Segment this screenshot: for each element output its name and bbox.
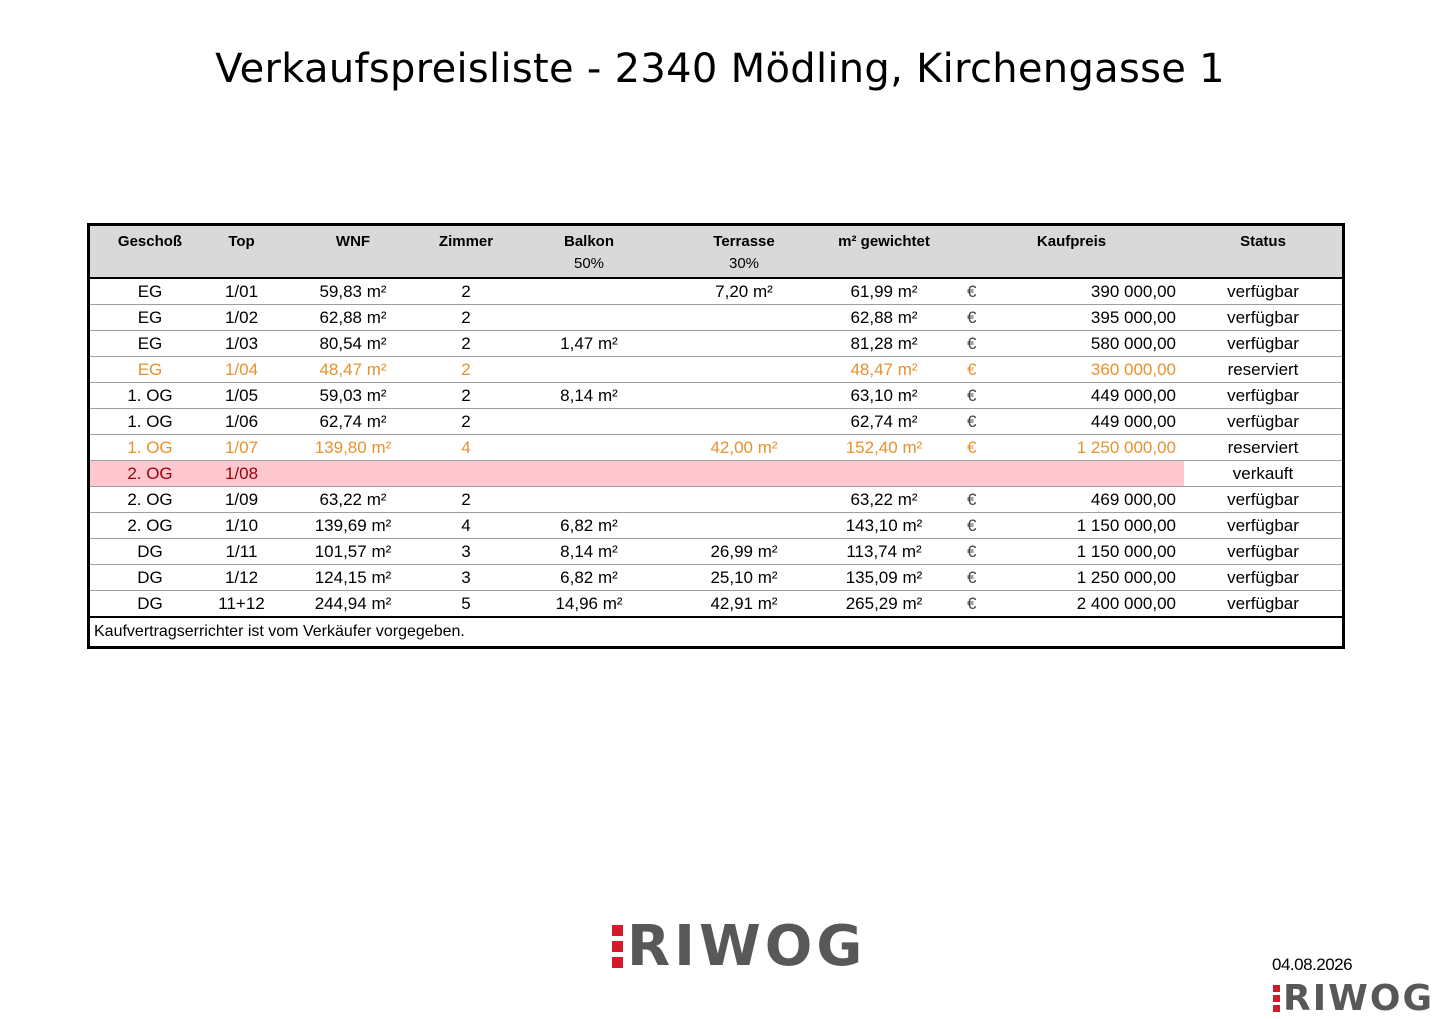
cell-status: verfügbar: [1184, 513, 1342, 539]
cell-wnf: 48,47 m²: [273, 357, 433, 383]
cell-currency: €: [959, 539, 999, 565]
cell-top: 1/01: [210, 278, 273, 305]
riwog-logo-small: [1273, 978, 1434, 1019]
price-list-table: [87, 223, 1345, 649]
cell-gewichtet: 62,88 m²: [809, 305, 959, 331]
cell-zimmer: 2: [433, 357, 499, 383]
cell-currency: €: [959, 409, 999, 435]
cell-geschoss: DG: [90, 565, 210, 591]
terrasse-label: Terrasse: [713, 233, 775, 250]
col-header-gewichtet: m² gewichtet: [809, 226, 959, 278]
cell-top: 1/06: [210, 409, 273, 435]
cell-geschoss: 2. OG: [90, 461, 210, 487]
cell-gewichtet: 63,10 m²: [809, 383, 959, 409]
cell-gewichtet: 265,29 m²: [809, 591, 959, 618]
cell-geschoss: EG: [90, 305, 210, 331]
cell-currency: €: [959, 331, 999, 357]
cell-balkon: 6,82 m²: [499, 513, 679, 539]
cell-gewichtet: 48,47 m²: [809, 357, 959, 383]
cell-geschoss: 2. OG: [90, 513, 210, 539]
table-row: [90, 487, 1342, 513]
col-header-status: Status: [1184, 226, 1342, 278]
cell-zimmer: 2: [433, 305, 499, 331]
cell-wnf: 124,15 m²: [273, 565, 433, 591]
cell-wnf: 139,69 m²: [273, 513, 433, 539]
cell-currency: €: [959, 305, 999, 331]
table-row: [90, 435, 1342, 461]
cell-currency: €: [959, 357, 999, 383]
cell-balkon: 6,82 m²: [499, 565, 679, 591]
cell-zimmer: 2: [433, 278, 499, 305]
riwog-logo: [612, 914, 866, 979]
table-header-row: [90, 226, 1342, 278]
cell-balkon: [499, 278, 679, 305]
cell-balkon: 8,14 m²: [499, 539, 679, 565]
table-row: [90, 409, 1342, 435]
cell-status: verfügbar: [1184, 331, 1342, 357]
cell-wnf: 59,83 m²: [273, 278, 433, 305]
cell-wnf: 63,22 m²: [273, 487, 433, 513]
cell-status: verfügbar: [1184, 409, 1342, 435]
cell-status: verfügbar: [1184, 487, 1342, 513]
logo-wordmark: RIWOG: [627, 914, 867, 979]
cell-geschoss: DG: [90, 539, 210, 565]
cell-geschoss: 1. OG: [90, 435, 210, 461]
cell-top: 1/10: [210, 513, 273, 539]
cell-gewichtet: 152,40 m²: [809, 435, 959, 461]
cell-wnf: 59,03 m²: [273, 383, 433, 409]
cell-status: verfügbar: [1184, 383, 1342, 409]
table-row: [90, 565, 1342, 591]
table-row: [90, 539, 1342, 565]
cell-zimmer: 4: [433, 435, 499, 461]
cell-top: 1/02: [210, 305, 273, 331]
cell-top: 1/11: [210, 539, 273, 565]
cell-status: verfügbar: [1184, 305, 1342, 331]
cell-gewichtet: [809, 461, 959, 487]
cell-kaufpreis: 390 000,00: [999, 278, 1184, 305]
cell-terrasse: [679, 461, 809, 487]
cell-balkon: 14,96 m²: [499, 591, 679, 618]
cell-gewichtet: 63,22 m²: [809, 487, 959, 513]
cell-balkon: [499, 487, 679, 513]
cell-top: 1/03: [210, 331, 273, 357]
cell-zimmer: 2: [433, 383, 499, 409]
cell-terrasse: [679, 383, 809, 409]
cell-currency: €: [959, 513, 999, 539]
col-header-geschoss: Geschoß: [90, 226, 210, 278]
cell-geschoss: 2. OG: [90, 487, 210, 513]
cell-kaufpreis: 395 000,00: [999, 305, 1184, 331]
cell-status: reserviert: [1184, 357, 1342, 383]
cell-top: 1/07: [210, 435, 273, 461]
cell-currency: €: [959, 487, 999, 513]
cell-currency: €: [959, 591, 999, 618]
cell-status: verfügbar: [1184, 565, 1342, 591]
cell-balkon: [499, 409, 679, 435]
cell-currency: €: [959, 278, 999, 305]
cell-top: 1/09: [210, 487, 273, 513]
cell-geschoss: 1. OG: [90, 409, 210, 435]
cell-gewichtet: 62,74 m²: [809, 409, 959, 435]
col-header-zimmer: Zimmer: [433, 226, 499, 278]
cell-wnf: [273, 461, 433, 487]
cell-balkon: [499, 435, 679, 461]
cell-terrasse: 25,10 m²: [679, 565, 809, 591]
cell-currency: €: [959, 383, 999, 409]
cell-zimmer: 3: [433, 539, 499, 565]
logo-mark-small-icon: [1273, 985, 1280, 1012]
cell-kaufpreis: 449 000,00: [999, 409, 1184, 435]
cell-kaufpreis: 1 150 000,00: [999, 539, 1184, 565]
cell-balkon: 8,14 m²: [499, 383, 679, 409]
cell-wnf: 139,80 m²: [273, 435, 433, 461]
col-header-balkon: [499, 226, 679, 278]
terrasse-weight: 30%: [728, 255, 760, 272]
cell-kaufpreis: 1 150 000,00: [999, 513, 1184, 539]
cell-gewichtet: 61,99 m²: [809, 278, 959, 305]
cell-kaufpreis: 2 400 000,00: [999, 591, 1184, 618]
cell-balkon: [499, 461, 679, 487]
cell-kaufpreis: 469 000,00: [999, 487, 1184, 513]
cell-geschoss: EG: [90, 331, 210, 357]
cell-terrasse: [679, 357, 809, 383]
cell-top: 1/12: [210, 565, 273, 591]
cell-terrasse: [679, 331, 809, 357]
col-header-top: Top: [210, 226, 273, 278]
cell-kaufpreis: 1 250 000,00: [999, 435, 1184, 461]
table-row: [90, 513, 1342, 539]
table-row: [90, 278, 1342, 305]
cell-terrasse: [679, 409, 809, 435]
cell-zimmer: 2: [433, 409, 499, 435]
logo-wordmark-small: RIWOG: [1283, 978, 1434, 1019]
cell-status: verfügbar: [1184, 278, 1342, 305]
table-row: [90, 331, 1342, 357]
col-header-terrasse: [679, 226, 809, 278]
cell-zimmer: 4: [433, 513, 499, 539]
cell-terrasse: [679, 487, 809, 513]
page-title: Verkaufspreisliste - 2340 Mödling, Kirchengasse 1: [215, 46, 1225, 92]
col-header-wnf: WNF: [273, 226, 433, 278]
footnote: Kaufvertragserrichter ist vom Verkäufer vorgegeben.: [94, 623, 465, 640]
balkon-weight: 50%: [573, 255, 605, 272]
col-header-kaufpreis: Kaufpreis: [959, 226, 1184, 278]
table-row: [90, 305, 1342, 331]
cell-kaufpreis: 1 250 000,00: [999, 565, 1184, 591]
cell-terrasse: [679, 513, 809, 539]
cell-wnf: 101,57 m²: [273, 539, 433, 565]
cell-zimmer: 5: [433, 591, 499, 618]
cell-terrasse: 42,00 m²: [679, 435, 809, 461]
cell-currency: €: [959, 565, 999, 591]
cell-status: reserviert: [1184, 435, 1342, 461]
cell-gewichtet: 81,28 m²: [809, 331, 959, 357]
cell-currency: €: [959, 435, 999, 461]
table-row: [90, 461, 1342, 487]
cell-kaufpreis: [999, 461, 1184, 487]
table-row: [90, 357, 1342, 383]
cell-zimmer: 2: [433, 331, 499, 357]
cell-gewichtet: 143,10 m²: [809, 513, 959, 539]
cell-wnf: 62,88 m²: [273, 305, 433, 331]
document-date: 04.08.2026: [1272, 955, 1353, 974]
cell-balkon: [499, 357, 679, 383]
cell-zimmer: 3: [433, 565, 499, 591]
cell-zimmer: [433, 461, 499, 487]
cell-kaufpreis: 580 000,00: [999, 331, 1184, 357]
cell-top: 11+12: [210, 591, 273, 618]
cell-kaufpreis: 360 000,00: [999, 357, 1184, 383]
cell-terrasse: 42,91 m²: [679, 591, 809, 618]
cell-top: 1/08: [210, 461, 273, 487]
cell-balkon: [499, 305, 679, 331]
cell-status: verfügbar: [1184, 591, 1342, 618]
table-row: [90, 383, 1342, 409]
cell-geschoss: EG: [90, 357, 210, 383]
logo-mark-icon: [612, 925, 623, 968]
cell-geschoss: 1. OG: [90, 383, 210, 409]
cell-terrasse: 26,99 m²: [679, 539, 809, 565]
cell-currency: [959, 461, 999, 487]
cell-terrasse: 7,20 m²: [679, 278, 809, 305]
table-row: [90, 591, 1342, 618]
balkon-label: Balkon: [563, 233, 614, 250]
cell-status: verfügbar: [1184, 539, 1342, 565]
cell-wnf: 244,94 m²: [273, 591, 433, 618]
cell-top: 1/04: [210, 357, 273, 383]
cell-geschoss: DG: [90, 591, 210, 618]
cell-gewichtet: 113,74 m²: [809, 539, 959, 565]
cell-gewichtet: 135,09 m²: [809, 565, 959, 591]
cell-kaufpreis: 449 000,00: [999, 383, 1184, 409]
cell-geschoss: EG: [90, 278, 210, 305]
cell-top: 1/05: [210, 383, 273, 409]
cell-status: verkauft: [1184, 461, 1342, 487]
cell-wnf: 62,74 m²: [273, 409, 433, 435]
cell-wnf: 80,54 m²: [273, 331, 433, 357]
cell-balkon: 1,47 m²: [499, 331, 679, 357]
cell-zimmer: 2: [433, 487, 499, 513]
cell-terrasse: [679, 305, 809, 331]
